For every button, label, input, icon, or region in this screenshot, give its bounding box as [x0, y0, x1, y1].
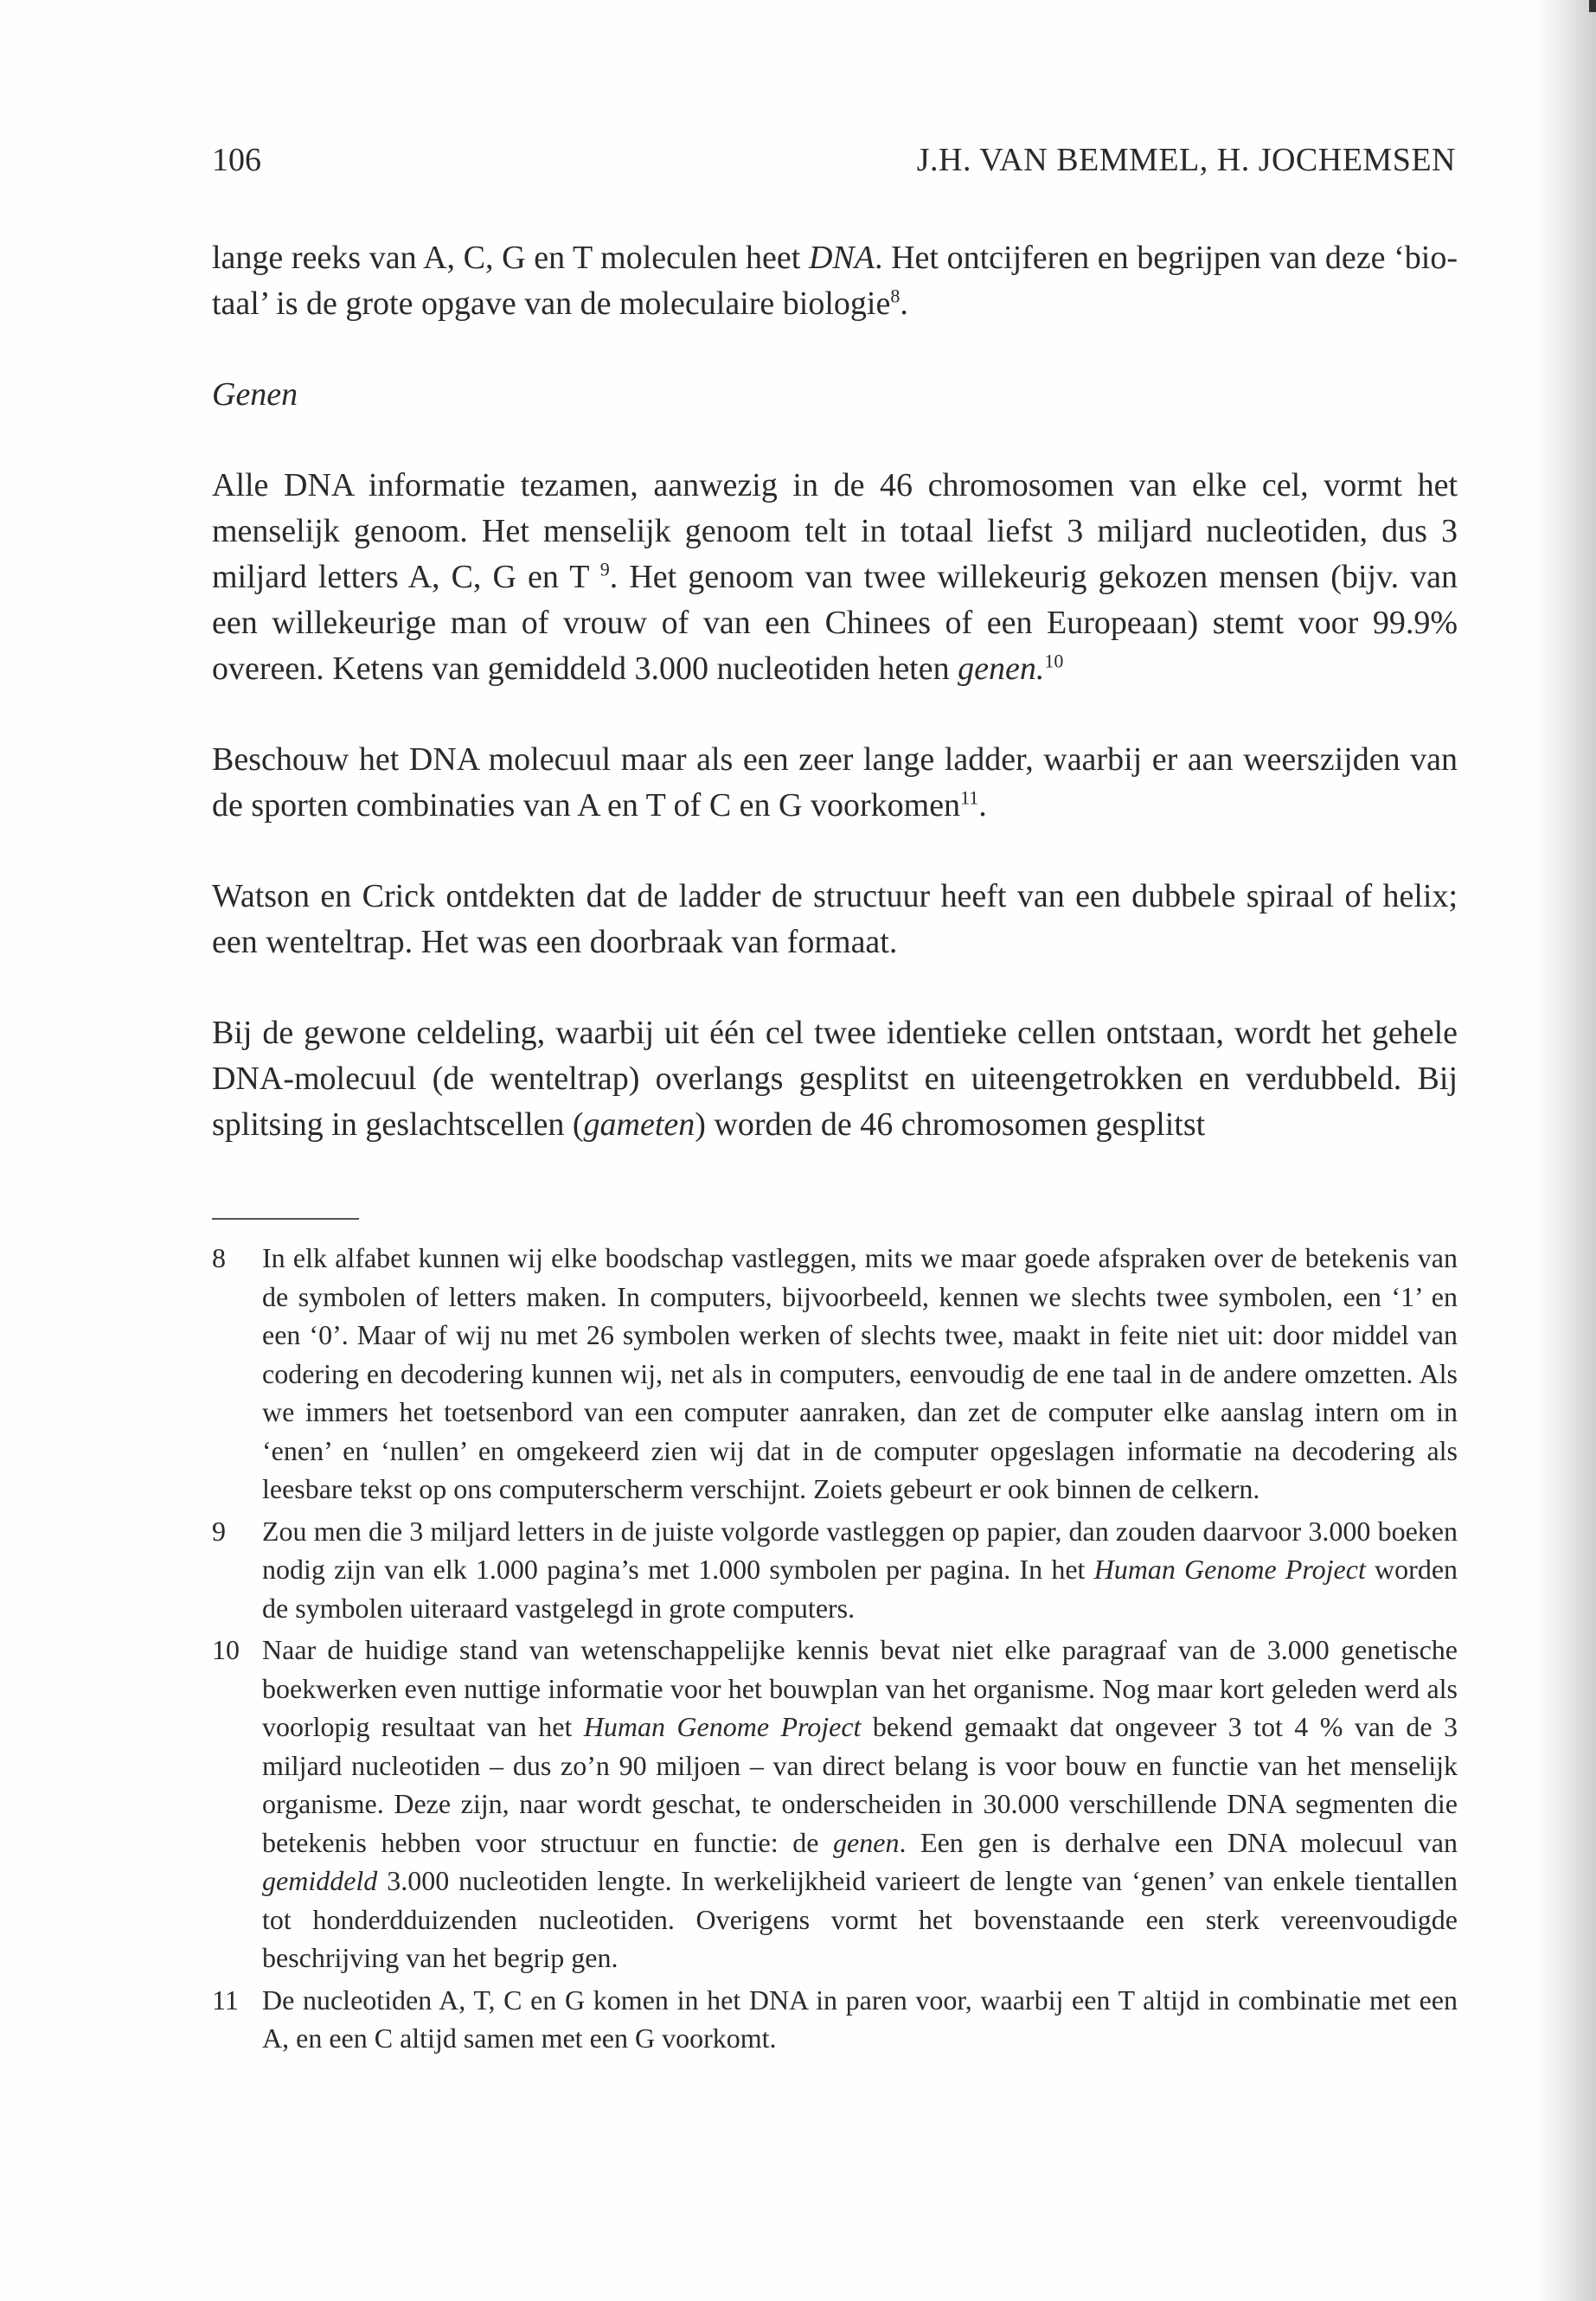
footnote-divider: [212, 1218, 359, 1220]
footnote-number: 11: [212, 1984, 239, 2016]
footnote-ref-9[interactable]: 9: [599, 558, 610, 580]
paragraph-genoom: Alle DNA informatie tezamen, aanwezig in de 46 chromosomen van elke cel, vormt het menselijk genoom. Het menselijk genoom telt in totaal liefst 3 miljard nucleotiden, dus 3 miljard letters A, C, G en T $^9$. Het genoom van twee willekeurig gekozen mensen (bijv. van een willekeurige man of vrouw of van een Chinees of een Europeaan) stemt voor 99.9% overeen. Ketens van gemiddeld 3.000 nucleotiden heten genen.$^{10}$: [212, 467, 1458, 687]
footnote-8: [212, 1239, 1458, 1509]
body-text: [212, 235, 1458, 1148]
footnote-11: [212, 1981, 1458, 2058]
footnote-number: 9: [212, 1515, 226, 1547]
gameten-term: gameten: [583, 1106, 695, 1143]
genen-term: genen.: [958, 651, 1045, 687]
footnote-text: Zou men die 3 miljard letters in de juiste volgorde vastleggen op papier, dan zouden daarvoor 3.000 boeken nodig zijn van elk 1.000 pagina’s met 1.000 symbolen per pagina. In het Human Genome Project worden de symbolen uiteraard vastgelegd in grote computers.: [262, 1515, 1458, 1624]
section-heading-genen: Genen: [212, 376, 298, 413]
footnotes: [212, 1239, 1458, 2061]
paragraph-ladder: Beschouw het DNA molecuul maar als een zeer lange ladder, waarbij er aan weerszijden van de sporten combinaties van A en T of C en G voorkomen$^{11}$.: [212, 741, 1458, 824]
dna-term: DNA: [808, 240, 875, 276]
footnote-9: [212, 1512, 1458, 1628]
footnote-text: Naar de huidige stand van wetenschappelijke kennis bevat niet elke paragraaf van de 3.000 genetische boekwerken even nuttige informatie voor het bouwplan van het organisme. Nog maar kort geleden werd als voorlopig resultaat van het Human Genome Project bekend gemaakt dat ongeveer 3 tot 4 % van de 3 miljard nucleotiden – dus zo’n 90 miljoen – van direct belang is voor bouw en functie van het menselijk organisme. Deze zijn, naar wordt geschat, te onderscheiden in 30.000 verschillende DNA segmenten die betekenis hebben voor structuur en functie: de genen. Een gen is derhalve een DNA molecuul van gemiddeld 3.000 nucleotiden lengte. In werkelijkheid varieert de lengte van ‘genen’ van enkele tientallen tot honderdduizenden nucleotiden. Overigens vormt het bovenstaande een sterk vereenvoudigde beschrijving van het begrip gen.: [262, 1634, 1458, 1973]
footnote-text: In elk alfabet kunnen wij elke boodschap vastleggen, mits we maar goede afspraken over de betekenis van de symbolen of letters maken. In computers, bijvoorbeeld, kennen we slechts twee symbolen, een ‘1’ en een ‘0’. Maar of wij nu met 26 symbolen werken of slechts twee, maakt in feite niet uit: door middel van codering en decodering kunnen wij, net als in computers, eenvoudig de ene taal in de andere omzetten. Als we immers het toetsenbord van een computer aanraken, dan zet de computer elke aanslag intern om in ‘enen’ en ‘nullen’ en omgekeerd zien wij dat in de computer opgeslagen informatie na decodering als leesbare tekst op ons computerscherm verschijnt. Zoiets gebeurt er ook binnen de celkern.: [262, 1242, 1458, 1504]
scan-corner-mark: [1589, 0, 1596, 12]
paragraph-watson-crick: Watson en Crick ontdekten dat de ladder de structuur heeft van een dubbele spiraal of helix; een wenteltrap. Het was een doorbraak van formaat.: [212, 878, 1458, 960]
running-head: J.H. VAN BEMMEL, H. JOCHEMSEN: [916, 142, 1456, 178]
footnote-10: [212, 1631, 1458, 1977]
paragraph-celdeling: Bij de gewone celdeling, waarbij uit één cel twee identieke cellen ontstaan, wordt het gehele DNA-molecuul (de wenteltrap) overlangs gesplitst en uiteengetrokken en verdubbeld. Bij splitsing in geslachtscellen (gameten) worden de 46 chromosomen gesplitst: [212, 1015, 1458, 1143]
footnote-ref-8[interactable]: 8: [890, 285, 901, 307]
page-number: 106: [212, 142, 261, 178]
paragraph-dna: lange reeks van A, C, G en T moleculen heet DNA. Het ontcijferen en begrijpen van deze ‘bio-taal’ is de grote opgave van de moleculaire biologie$^8$.: [212, 240, 1458, 322]
page-edge-shadow: [1535, 0, 1596, 2301]
footnote-number: 10: [212, 1634, 240, 1665]
footnote-ref-10[interactable]: 10: [1044, 650, 1064, 672]
footnote-text: De nucleotiden A, T, C en G komen in het DNA in paren voor, waarbij een T altijd in combinatie met een A, en een C altijd samen met een G voorkomt.: [262, 1984, 1458, 2054]
footnote-number: 8: [212, 1242, 226, 1273]
page-header: [212, 138, 1456, 182]
footnote-ref-11[interactable]: 11: [960, 786, 979, 809]
